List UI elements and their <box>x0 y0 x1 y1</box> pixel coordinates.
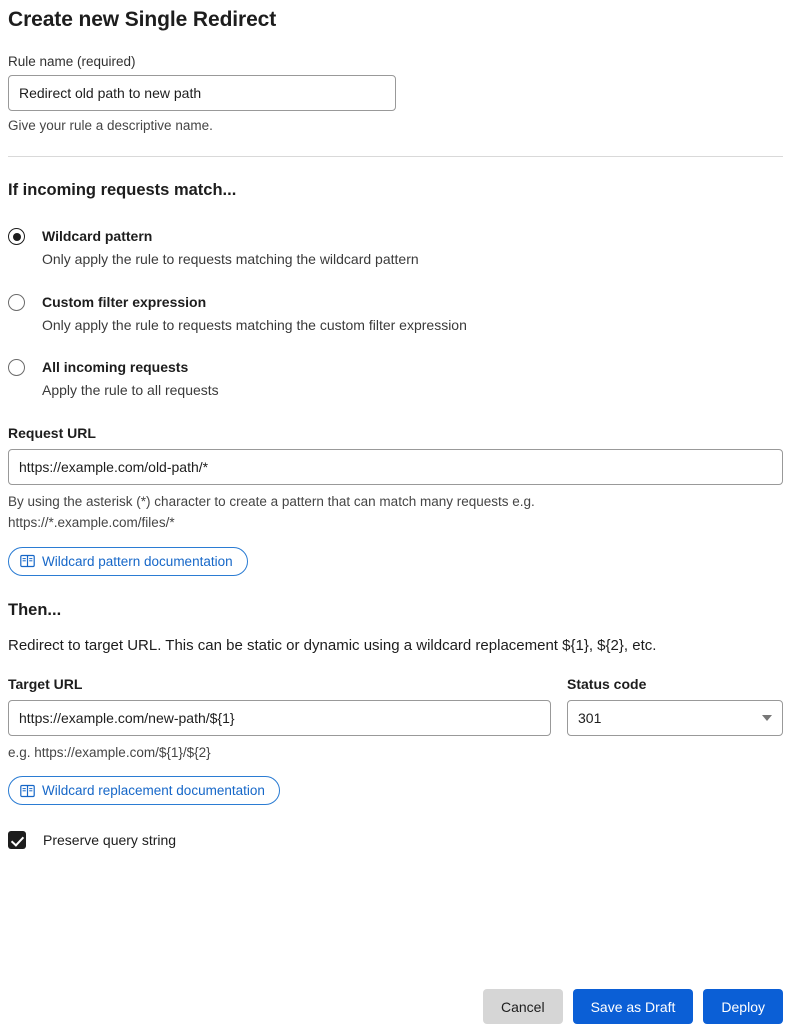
radio-desc-all-incoming-requests: Apply the rule to all requests <box>42 382 219 399</box>
preserve-query-string-row[interactable] <box>8 831 783 849</box>
then-section-title: Then... <box>8 600 62 619</box>
match-section-title: If incoming requests match... <box>8 181 237 199</box>
deploy-button[interactable]: Deploy <box>703 989 783 1024</box>
radio-desc-custom-filter-expression: Only apply the rule to requests matching the custom filter expression <box>42 316 467 333</box>
rule-name-helper: Give your rule a descriptive name. <box>8 118 213 133</box>
radio-label-all-incoming-requests: All incoming requests <box>42 359 189 376</box>
status-code-label: Status code <box>567 675 647 692</box>
wildcard-replacement-documentation-label: Wildcard replacement documentation <box>42 783 265 799</box>
preserve-query-string-label: Preserve query string <box>43 832 177 849</box>
book-icon <box>20 784 35 798</box>
checkbox-checked-icon[interactable] <box>8 831 26 849</box>
request-url-label: Request URL <box>8 424 96 441</box>
radio-icon-selected[interactable] <box>8 228 25 245</box>
rule-name-label: Rule name (required) <box>8 54 136 69</box>
target-url-note: e.g. https://example.com/${1}/${2} <box>8 744 211 760</box>
wildcard-pattern-documentation-link[interactable] <box>8 547 248 576</box>
wildcard-replacement-documentation-link[interactable] <box>8 776 280 805</box>
radio-option-wildcard-pattern[interactable] <box>8 226 783 270</box>
target-url-label: Target URL <box>8 675 83 692</box>
book-icon <box>20 554 35 568</box>
status-code-value: 301 <box>578 709 602 726</box>
then-section-description: Redirect to target URL. This can be static or dynamic using a wildcard replacement ${1}, ${2}, etc. <box>8 636 657 654</box>
rule-name-input[interactable] <box>8 75 396 111</box>
status-code-select[interactable] <box>567 700 783 736</box>
match-options-group <box>8 226 783 401</box>
radio-option-all-incoming-requests[interactable] <box>8 357 783 401</box>
cancel-button[interactable]: Cancel <box>483 989 563 1024</box>
radio-label-custom-filter-expression: Custom filter expression <box>42 293 207 310</box>
request-url-note-line2: https://*.example.com/files/* <box>8 514 175 530</box>
request-url-input[interactable] <box>8 449 783 485</box>
radio-icon-unselected[interactable] <box>8 359 25 376</box>
radio-desc-wildcard-pattern: Only apply the rule to requests matching the wildcard pattern <box>42 251 419 268</box>
radio-icon-unselected[interactable] <box>8 294 25 311</box>
section-divider <box>8 156 783 157</box>
target-url-input[interactable] <box>8 700 551 736</box>
save-as-draft-button[interactable]: Save as Draft <box>573 989 694 1024</box>
radio-label-wildcard-pattern: Wildcard pattern <box>42 228 153 244</box>
footer-actions <box>483 989 783 1024</box>
page-title: Create new Single Redirect <box>8 8 277 31</box>
target-and-status-row <box>8 676 783 736</box>
wildcard-pattern-documentation-label: Wildcard pattern documentation <box>42 553 233 569</box>
radio-option-custom-filter-expression[interactable] <box>8 292 783 336</box>
request-url-note-line1: By using the asterisk (*) character to create a pattern that can match many requests e.g. <box>8 493 535 509</box>
